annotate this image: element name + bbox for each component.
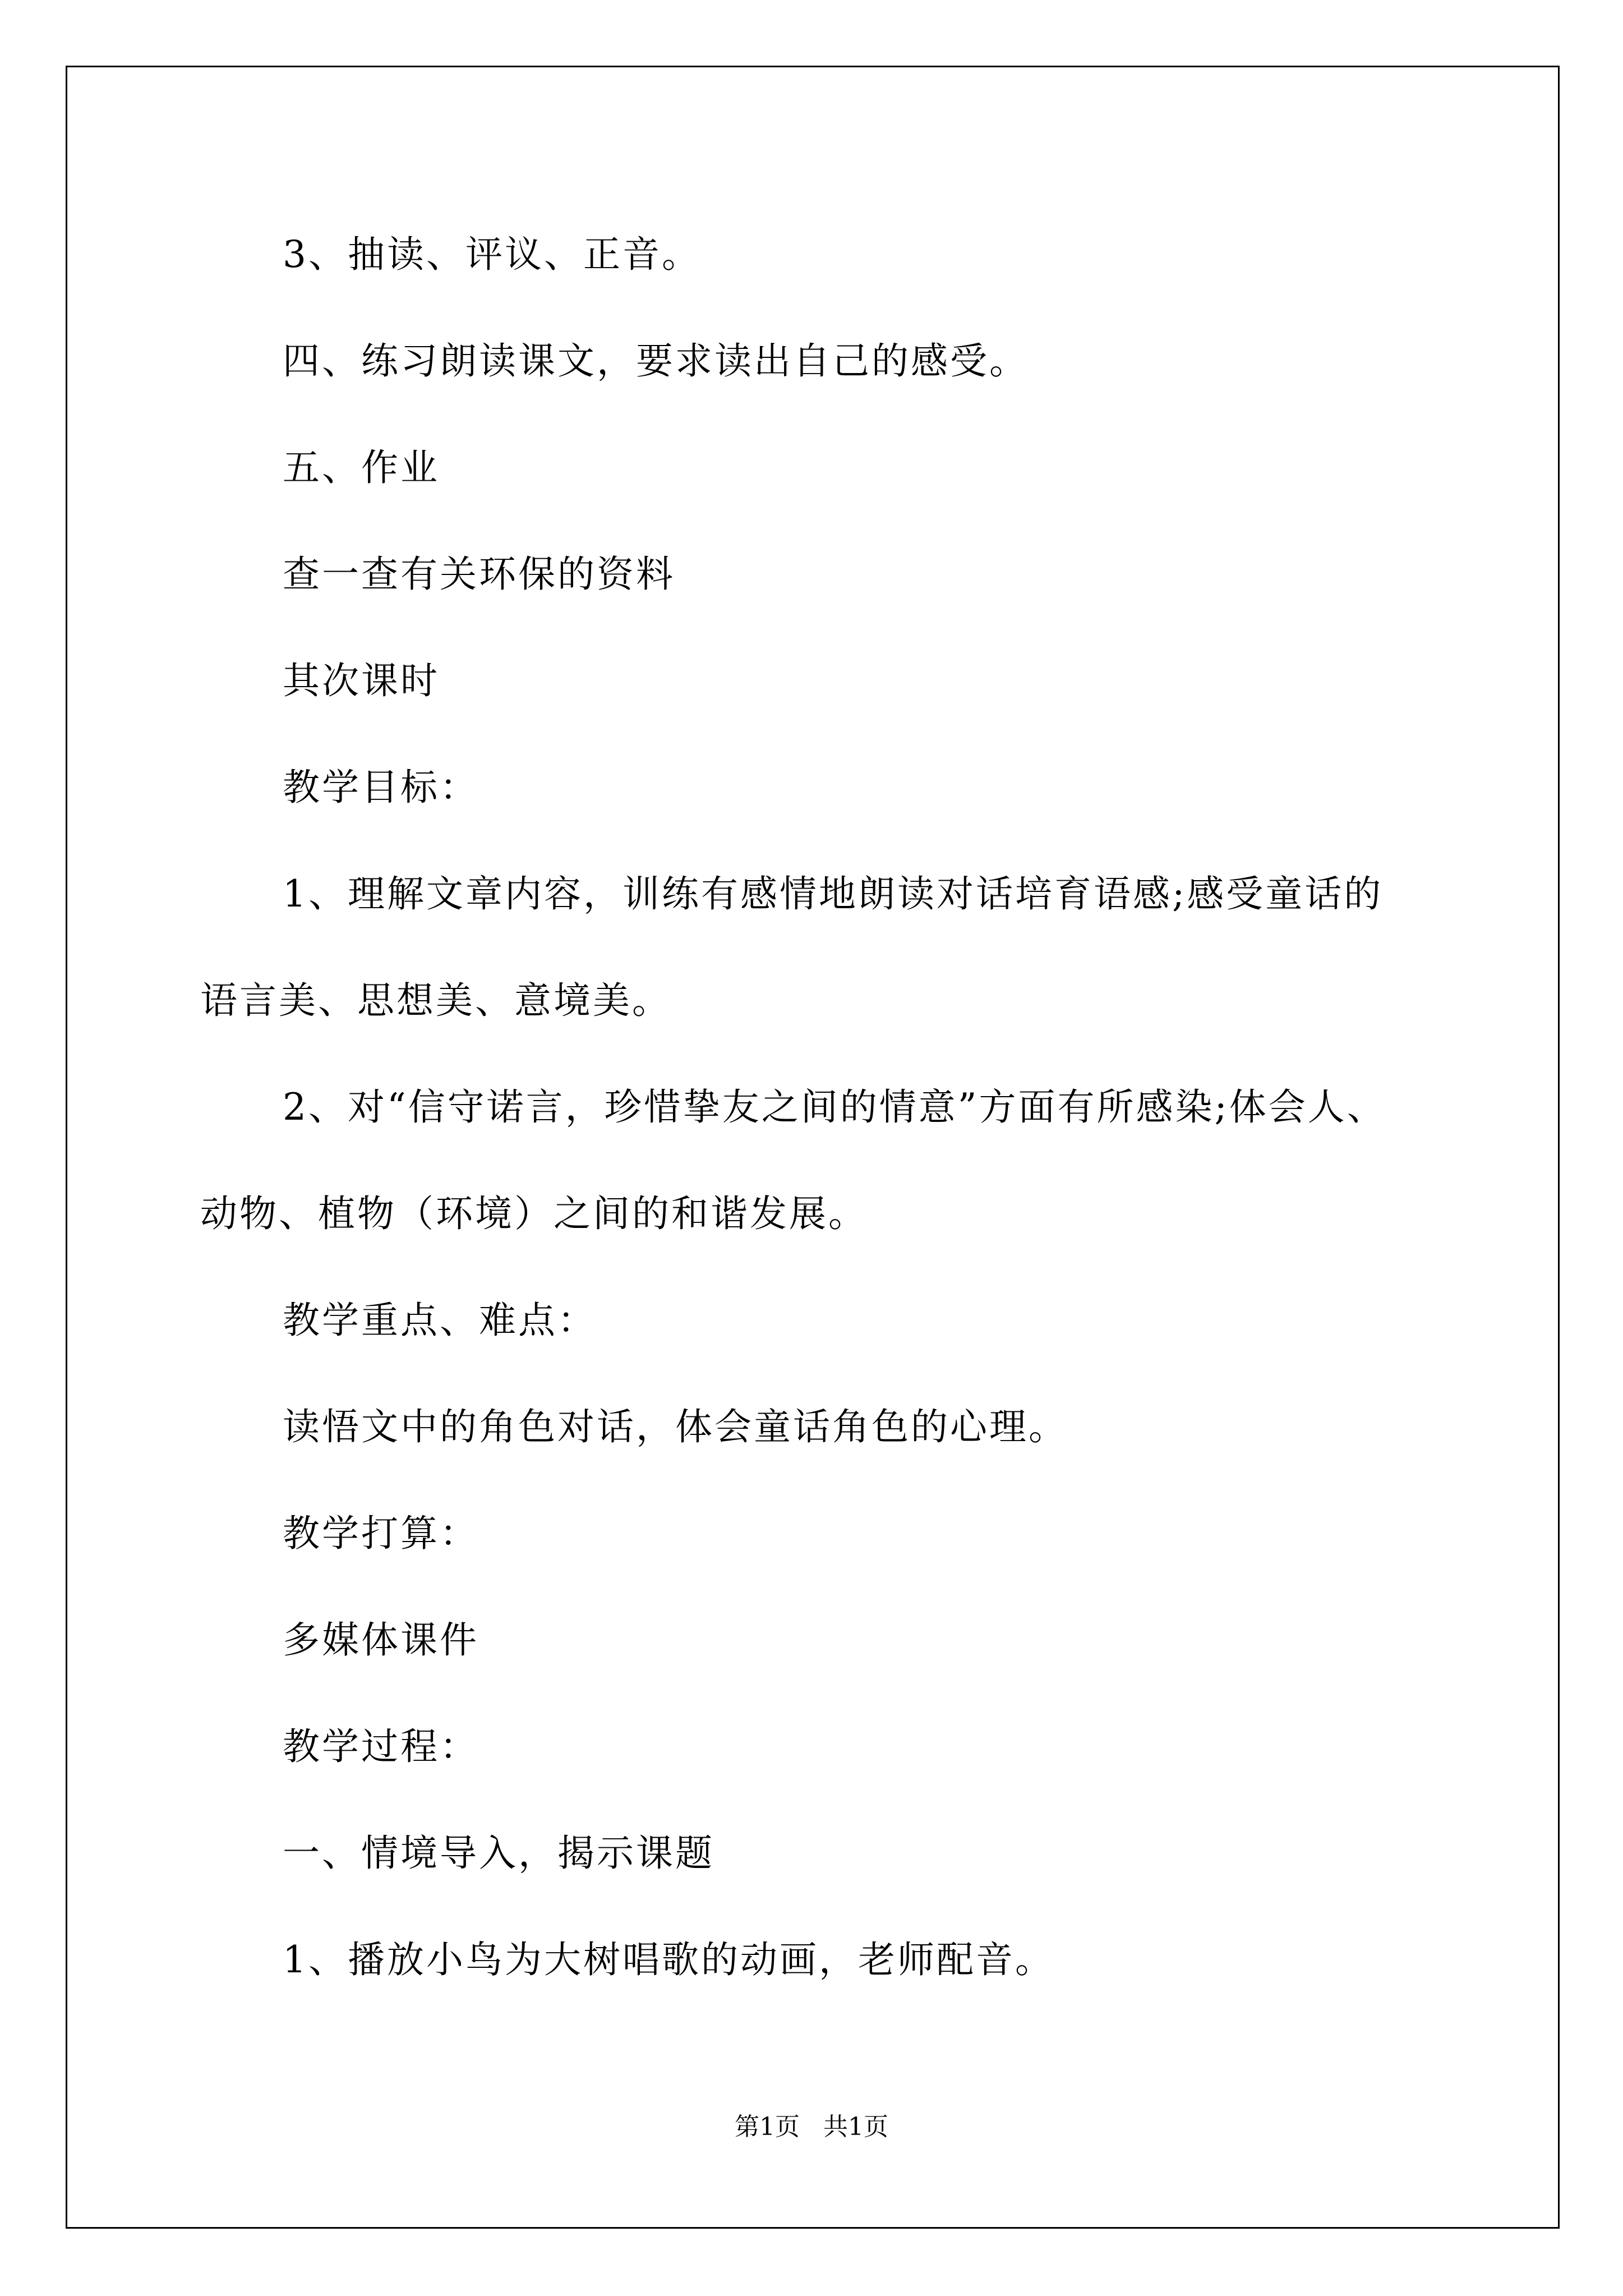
section-heading: 教学打算： — [283, 1512, 479, 1555]
paragraph: 四、练习朗读课文，要求读出自己的感受。 — [283, 339, 1029, 383]
section-heading: 教学重点、难点： — [283, 1299, 597, 1342]
page-footer — [0, 2111, 1623, 2143]
paragraph: 读悟文中的角色对话，体会童话角色的心理。 — [283, 1405, 1068, 1448]
paragraph: 多媒体课件 — [283, 1618, 479, 1662]
page-border — [66, 66, 1560, 2229]
page-number: 第1页 共1页 — [735, 2113, 888, 2141]
section-heading: 教学过程： — [283, 1725, 479, 1768]
paragraph: 2、对“信守诺言，珍惜挚友之间的情意”方面有所感染;体会人、 — [283, 1085, 1386, 1129]
paragraph: 1、播放小鸟为大树唱歌的动画，老师配音。 — [283, 1938, 1054, 1981]
section-heading: 教学目标： — [283, 766, 479, 809]
paragraph: 1、理解文章内容，训练有感情地朗读对话培育语感;感受童话的 — [283, 872, 1384, 915]
section-heading: 五、作业 — [283, 446, 440, 489]
paragraph-continuation: 动物、植物（环境）之间的和谐发展。 — [200, 1192, 868, 1235]
paragraph: 查一查有关环保的资料 — [283, 553, 675, 596]
paragraph-continuation: 语言美、思想美、意境美。 — [200, 979, 671, 1022]
section-heading: 其次课时 — [283, 659, 440, 702]
paragraph: 一、情境导入，揭示课题 — [283, 1832, 714, 1875]
paragraph: 3、抽读、评议、正音。 — [283, 233, 701, 276]
